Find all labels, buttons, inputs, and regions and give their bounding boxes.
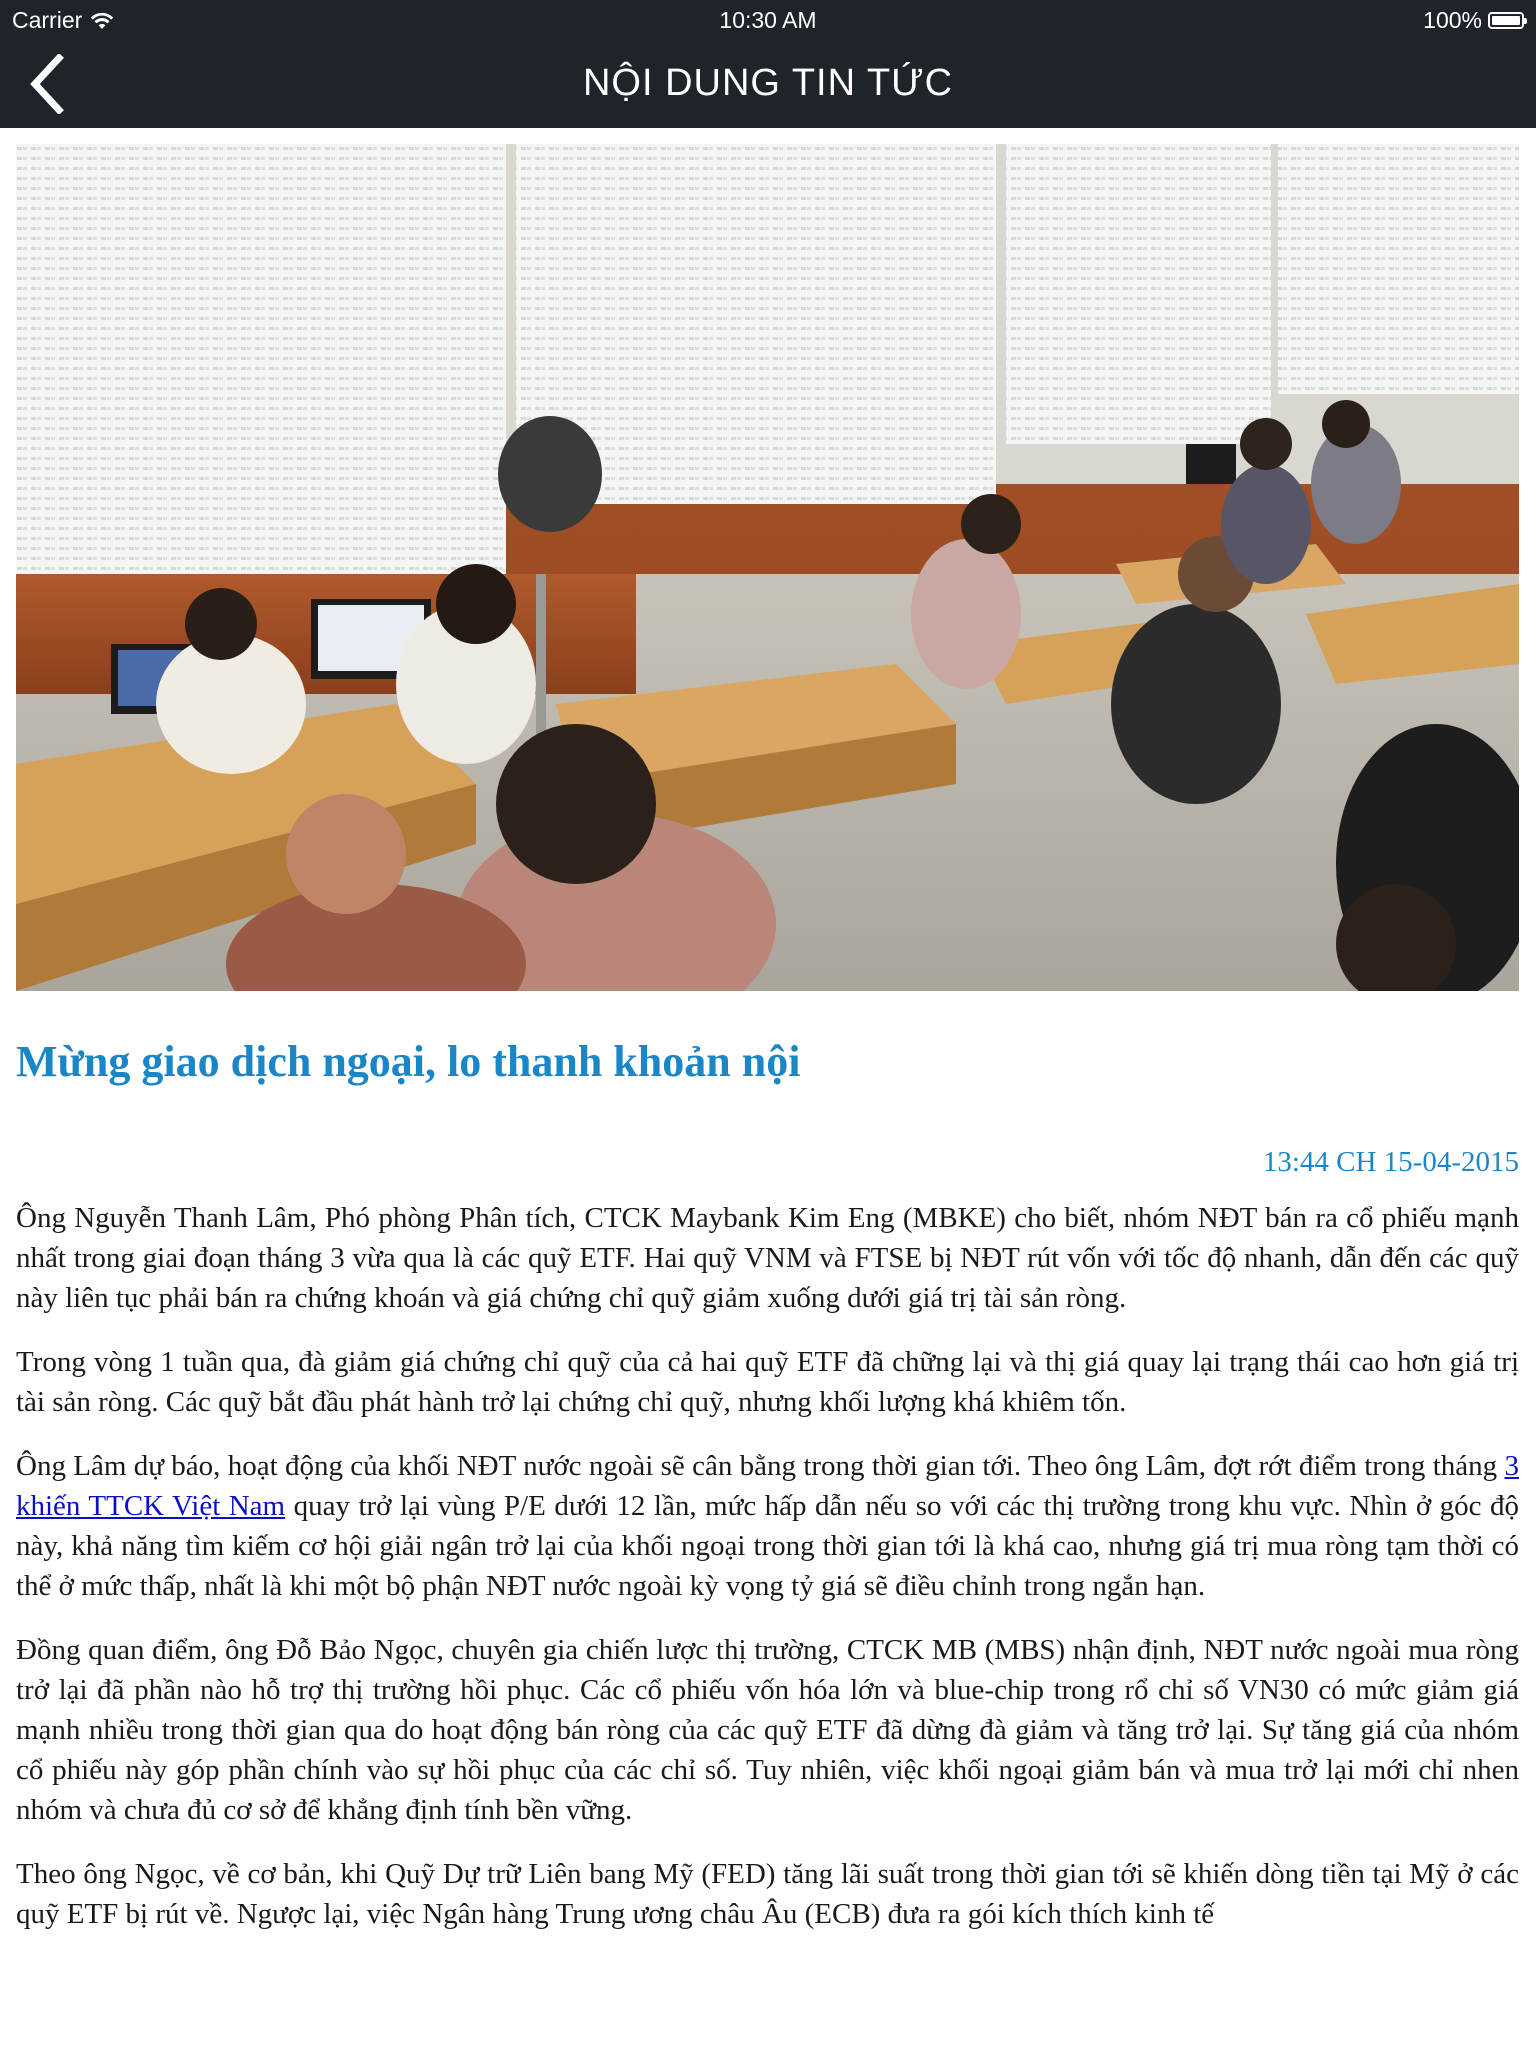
article-title: Mừng giao dịch ngoại, lo thanh khoản nội (16, 1037, 801, 1086)
article-hero-image (16, 144, 1519, 991)
stock-exchange-photo (16, 144, 1519, 991)
article (16, 1032, 1519, 1958)
battery-icon (1488, 12, 1524, 29)
article-paragraph: Trong vòng 1 tuần qua, đà giảm giá chứng chỉ quỹ của cả hai quỹ ETF đã chững lại và thị giá quay lại trạng thái cao hơn giá trị tài sản ròng. Các quỹ bắt đầu phát hành trở lại chứng chỉ quỹ, nhưng khối lượng khá khiêm tốn. (16, 1346, 1519, 1418)
article-paragraph: Theo ông Ngọc, về cơ bản, khi Quỹ Dự trữ Liên bang Mỹ (FED) tăng lãi suất trong thời gian tới sẽ khiến dòng tiền tại Mỹ ở các quỹ ETF bị rút về. Ngược lại, việc Ngân hàng Trung ương châu Âu (ECB) đưa ra gói kích thích kinh tế (16, 1858, 1519, 1930)
clock: 10:30 AM (719, 7, 817, 33)
article-paragraph: Ông Nguyễn Thanh Lâm, Phó phòng Phân tích, CTCK Maybank Kim Eng (MBKE) cho biết, nhóm NĐT bán ra cổ phiếu mạnh nhất trong giai đoạn tháng 3 vừa qua là các quỹ ETF. Hai quỹ VNM và FTSE bị NĐT rút vốn với tốc độ nhanh, dẫn đến các quỹ này liên tục phải bán ra chứng khoán và giá chứng chỉ quỹ giảm xuống dưới giá trị tài sản ròng. (16, 1202, 1519, 1314)
battery-group (1423, 7, 1524, 34)
article-paragraph (16, 1446, 1519, 1606)
article-body (16, 1198, 1519, 1934)
paragraph-text: Ông Lâm dự báo, hoạt động của khối NĐT nước ngoài sẽ cân bằng trong thời gian tới. Theo ông Lâm, đợt rớt điểm trong tháng (16, 1450, 1505, 1482)
article-paragraph: Đồng quan điểm, ông Đỗ Bảo Ngọc, chuyên gia chiến lược thị trường, CTCK MB (MBS) nhận định, NĐT nước ngoài mua ròng trở lại đã phần nào hỗ trợ thị trường hồi phục. Các cổ phiếu vốn hóa lớn và blue-chip trong rổ chỉ số VN30 có mức giảm giá mạnh nhiều trong thời gian qua do hoạt động bán ròng của các quỹ ETF đã dừng đà giảm và tăng trở lại. Sự tăng giá của nhóm cổ phiếu này góp phần chính vào sự hồi phục của các chỉ số. Tuy nhiên, việc khối ngoại giảm bán và mua trở lại mới chỉ nhen nhóm và chưa đủ cơ sở để khẳng định tính bền vững. (16, 1634, 1519, 1826)
paragraph-text: quay trở lại vùng P/E dưới 12 lần, mức hấp dẫn nếu so với các thị trường trong khu vực. Nhìn ở góc độ này, khả năng tìm kiếm cơ hội giải ngân trở lại của khối ngoại trong thời gian tới là khá cao, nhưng giá trị mua ròng tạm thời có thể ở mức thấp, nhất là khi một bộ phận NĐT nước ngoài kỳ vọng tỷ giá sẽ điều chỉnh trong ngắn hạn. (16, 1490, 1519, 1602)
article-date: 13:44 CH 15-04-2015 (1262, 1146, 1519, 1178)
battery-level (1492, 16, 1520, 25)
page-title: NỘI DUNG TIN TỨC (582, 62, 954, 104)
inline-article-link[interactable]: 3 khiến TTCK Việt Nam (16, 1450, 1519, 1522)
navigation-bar (0, 40, 1536, 128)
status-bar (0, 0, 1536, 40)
battery-percent: 100% (1423, 7, 1482, 33)
carrier-label: Carrier (12, 7, 83, 33)
